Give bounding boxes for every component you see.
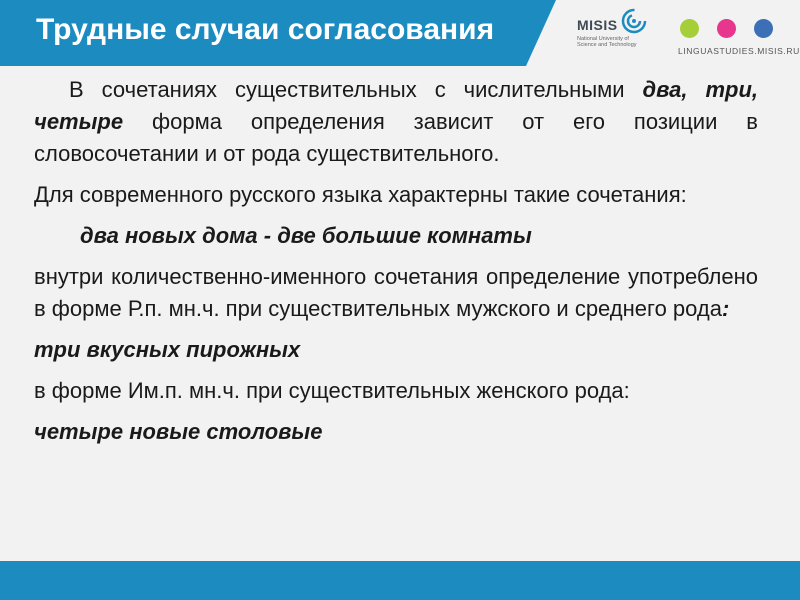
example-nominative: четыре новые столовые (34, 419, 323, 444)
pink-dot (717, 19, 736, 38)
numerals-emphasis: два, три, четыре (34, 77, 758, 134)
example-genitive: три вкусных пирожных (34, 337, 301, 362)
misis-emblem-icon (621, 8, 647, 34)
example-masculine-feminine: два новых дома - две большие комнаты (80, 223, 532, 248)
paragraph-genitive-rule: внутри количественно-именного сочетания определение употреблено в форме Р.п. мн.ч. при существительных мужского и среднего рода: (34, 264, 758, 321)
slide-title: Трудные случаи согласования (36, 13, 495, 46)
misis-logo-subtext: National University of Science and Technology (577, 36, 637, 48)
linguastudies-url: LINGUASTUDIES.MISIS.RU (678, 46, 800, 56)
paragraph-intro: В сочетаниях существительных с числительными два, три, четыре форма определения зависит от его позиции в словосочетании и от рода существительного. (34, 77, 758, 166)
paragraph-modern-usage: Для современного русского языка характерны такие сочетания: (34, 182, 687, 207)
bottom-bar (0, 561, 800, 600)
green-dot (680, 19, 699, 38)
misis-logo-text: MISIS (577, 17, 618, 33)
slide-content (34, 74, 758, 457)
paragraph-nominative-rule: в форме Им.п. мн.ч. при существительных женского рода: (34, 378, 630, 403)
misis-logo (577, 8, 657, 58)
blue-dot (754, 19, 773, 38)
